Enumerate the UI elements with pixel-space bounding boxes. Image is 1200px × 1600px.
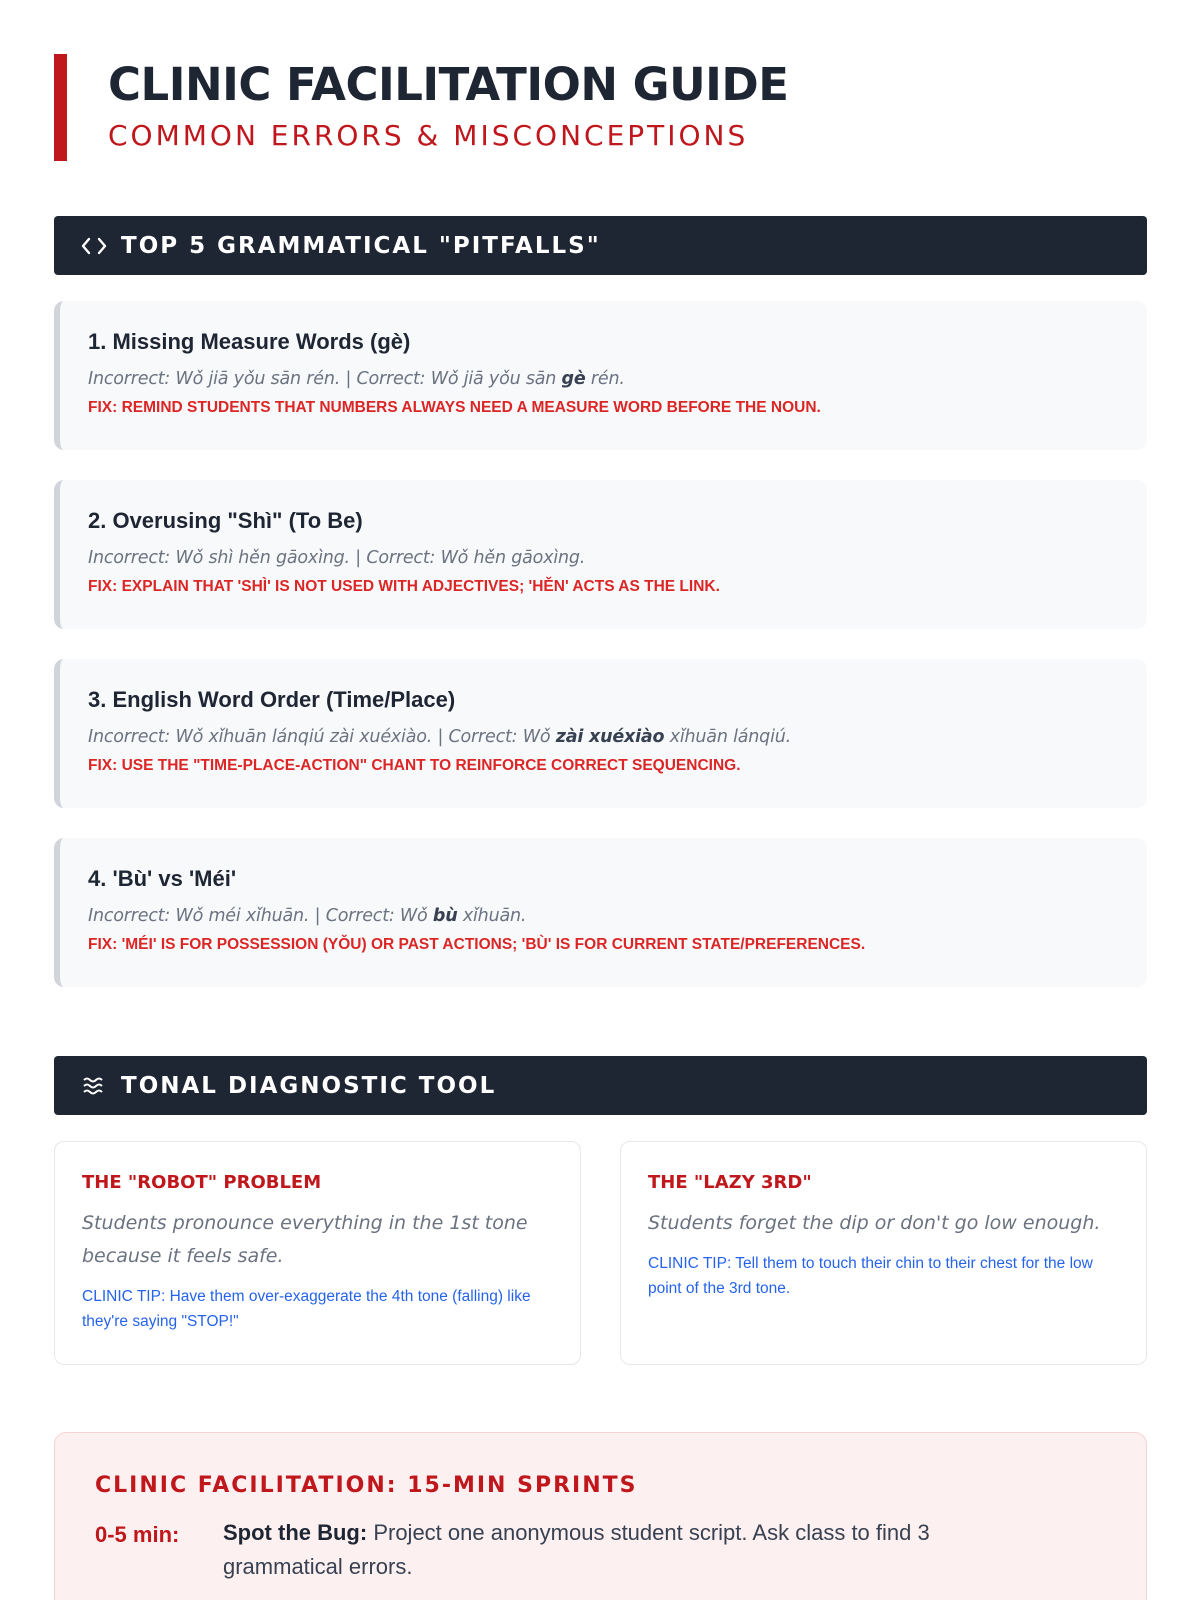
waves-icon (80, 1074, 108, 1098)
page (54, 54, 1147, 1099)
incorrect-example: Incorrect: Wǒ méi xǐhuān. (88, 906, 310, 926)
page-header (54, 54, 1147, 161)
sprint-label: Spot the Bug: (223, 1520, 368, 1545)
pitfall-card (54, 480, 1147, 629)
incorrect-example: Incorrect: Wǒ jiā yǒu sān rén. (88, 369, 341, 389)
example-separator: | (309, 906, 326, 926)
pitfall-example (88, 906, 1147, 926)
page-subtitle: COMMON ERRORS & MISCONCEPTIONS (108, 119, 749, 152)
correct-example: Correct: Wǒ hěn gāoxìng. (366, 548, 586, 568)
correct-example: Correct: Wǒ (448, 727, 556, 747)
example-separator: | (349, 548, 367, 568)
correct-highlight: gè (561, 369, 586, 389)
incorrect-example: Incorrect: Wǒ xǐhuān lánqiú zài xuéxiào. (88, 727, 433, 747)
tone-card-title: THE "LAZY 3RD" (648, 1172, 812, 1193)
pitfall-card (54, 838, 1147, 987)
incorrect-example: Incorrect: Wǒ shì hěn gāoxìng. (88, 548, 350, 568)
correct-example: Correct: Wǒ jiā yǒu sān (356, 369, 562, 389)
tonal-section-title: TONAL DIAGNOSTIC TOOL (121, 1072, 497, 1099)
tone-card-lazy-third (620, 1141, 1147, 1365)
header-accent-bar (54, 54, 67, 161)
code-brackets-icon (80, 234, 108, 258)
pitfall-fix: FIX: USE THE "TIME-PLACE-ACTION" CHANT TO REINFORCE CORRECT SEQUENCING. (88, 757, 741, 774)
pitfall-title: 1. Missing Measure Words (gè) (88, 329, 411, 354)
pitfall-fix: FIX: REMIND STUDENTS THAT NUMBERS ALWAYS NEED A MEASURE WORD BEFORE THE NOUN. (88, 399, 821, 416)
correct-example: Correct: Wǒ (325, 906, 433, 926)
correct-highlight: zài xuéxiào (555, 727, 665, 747)
page-title: CLINIC FACILITATION GUIDE (108, 58, 789, 111)
tone-card-title: THE "ROBOT" PROBLEM (82, 1172, 322, 1193)
sprint-time: 0-5 min: (95, 1522, 180, 1547)
sprint-row (95, 1522, 1106, 1584)
pitfall-card (54, 301, 1147, 450)
correct-example-end: rén. (585, 369, 625, 389)
tone-card-description: Students pronounce everything in the 1st tone because it feels safe. (82, 1212, 528, 1267)
pitfall-fix: FIX: 'MÉI' IS FOR POSSESSION (YǑU) OR PAST ACTIONS; 'BÙ' IS FOR CURRENT STATE/PREFERENCES. (88, 936, 866, 953)
sprint-description (223, 1516, 1003, 1584)
sprints-box (54, 1432, 1147, 1600)
pitfall-fix: FIX: EXPLAIN THAT 'SHÌ' IS NOT USED WITH ADJECTIVES; 'HĚN' ACTS AS THE LINK. (88, 578, 720, 595)
pitfall-example (88, 727, 1147, 747)
pitfall-title: 2. Overusing "Shì" (To Be) (88, 508, 363, 533)
pitfall-example (88, 369, 1147, 389)
tone-card-robot (54, 1141, 581, 1365)
grammar-section-title: TOP 5 GRAMMATICAL "PITFALLS" (121, 232, 601, 259)
clinic-tip: CLINIC TIP: Tell them to touch their chin to their chest for the low point of the 3rd tone. (648, 1255, 1093, 1297)
tonal-section-header (54, 1056, 1147, 1115)
clinic-tip: CLINIC TIP: Have them over-exaggerate the 4th tone (falling) like they're saying "STOP!" (82, 1288, 531, 1330)
tone-card-description: Students forget the dip or don't go low enough. (648, 1212, 1101, 1234)
example-separator: | (432, 727, 449, 747)
correct-example-end: xǐhuān lánqiú. (664, 727, 791, 747)
pitfall-title: 3. English Word Order (Time/Place) (88, 687, 456, 712)
correct-example-end: xǐhuān. (457, 906, 527, 926)
sprint-text: Project one anonymous student script. Ask class to find 3 grammatical errors. (223, 1520, 930, 1579)
example-separator: | (340, 369, 357, 389)
pitfall-title: 4. 'Bù' vs 'Méi' (88, 866, 237, 891)
sprints-title: CLINIC FACILITATION: 15-MIN SPRINTS (95, 1473, 638, 1498)
pitfall-example (88, 548, 1147, 568)
correct-highlight: bù (432, 906, 458, 926)
pitfall-card (54, 659, 1147, 808)
grammar-section-header (54, 216, 1147, 275)
